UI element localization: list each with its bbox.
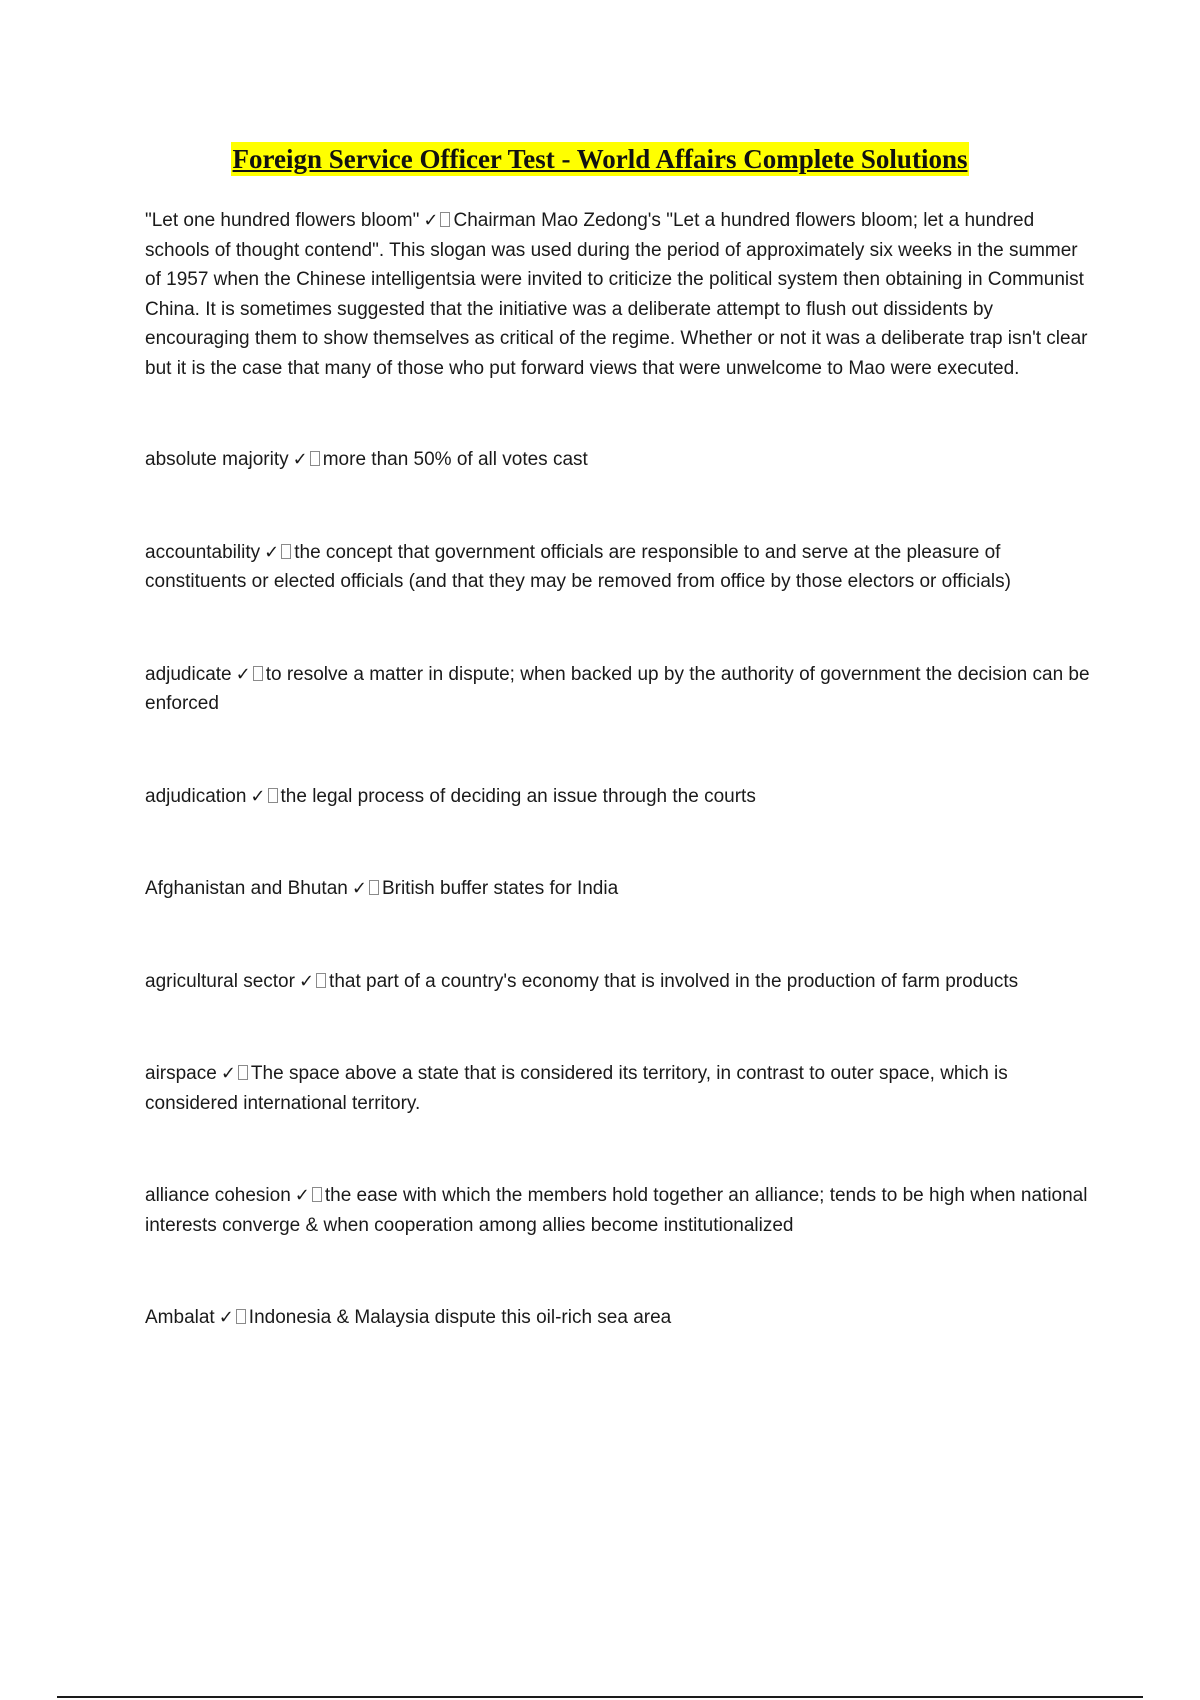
glossary-entry — [145, 782, 1090, 812]
box-glyph-icon — [440, 212, 450, 227]
check-icon: ✓ — [351, 878, 367, 899]
glossary-entry — [145, 206, 1090, 383]
glossary-entry — [145, 538, 1090, 597]
check-icon: ✓ — [292, 449, 308, 470]
entry-spacer — [145, 719, 1090, 782]
entry-term: airspace — [145, 1063, 217, 1084]
page-title: Foreign Service Officer Test - World Affairs Complete Solutions — [232, 144, 968, 174]
entry-definition: the legal process of deciding an issue through the courts — [280, 785, 756, 807]
box-glyph-icon — [312, 1187, 322, 1202]
box-glyph-icon — [310, 451, 320, 466]
entry-definition: more than 50% of all votes cast — [322, 449, 588, 470]
entry-spacer — [145, 1118, 1090, 1181]
check-icon: ✓ — [264, 541, 280, 563]
check-icon: ✓ — [298, 970, 315, 992]
check-icon: ✓ — [423, 210, 439, 231]
entry-definition: the ease with which the members hold together an alliance; tends to be high when national interests converge & when cooperation among allies become institutionalized — [145, 1185, 1088, 1236]
entry-spacer — [145, 1240, 1090, 1303]
glossary-entry — [145, 874, 1090, 904]
entry-definition: British buffer states for India — [381, 878, 619, 899]
glossary-entry — [145, 1303, 1090, 1333]
footer-divider — [57, 1696, 1143, 1698]
glossary-entry — [145, 1059, 1090, 1118]
check-icon: ✓ — [235, 663, 251, 685]
entry-spacer — [145, 811, 1090, 874]
check-icon: ✓ — [250, 785, 266, 807]
entry-spacer — [145, 904, 1090, 967]
glossary-entry — [145, 1181, 1090, 1240]
box-glyph-icon — [236, 1309, 246, 1324]
entry-definition: the concept that government officials are responsible to and serve at the pleasure of constituents or elected officials (and that they may be removed from office by those electors or officials) — [145, 541, 1011, 592]
entry-term: adjudicate — [145, 663, 232, 685]
glossary-entry — [145, 445, 1090, 475]
entry-definition: The space above a state that is considered its territory, in contrast to outer space, which is considered international territory. — [145, 1063, 1008, 1114]
glossary-entry — [145, 967, 1090, 997]
entry-term: accountability — [145, 541, 261, 563]
check-icon: ✓ — [294, 1185, 310, 1206]
check-icon: ✓ — [220, 1063, 236, 1084]
entry-term: alliance cohesion — [145, 1185, 291, 1206]
glossary-list — [145, 206, 1090, 1333]
entry-definition: to resolve a matter in dispute; when backed up by the authority of government the decision can be enforced — [145, 663, 1090, 714]
box-glyph-icon — [316, 973, 326, 988]
entry-term: Afghanistan and Bhutan — [145, 878, 348, 899]
box-glyph-icon — [238, 1065, 248, 1080]
box-glyph-icon — [281, 544, 291, 559]
entry-term: absolute majority — [145, 449, 289, 470]
entry-spacer — [145, 475, 1090, 538]
entry-definition: that part of a country's economy that is involved in the production of farm products — [329, 970, 1019, 992]
box-glyph-icon — [253, 666, 263, 681]
entry-term: Ambalat — [145, 1307, 215, 1328]
entry-term: "Let one hundred flowers bloom" — [145, 210, 420, 231]
box-glyph-icon — [268, 788, 278, 803]
entry-term: agricultural sector — [145, 970, 295, 992]
entry-definition: Chairman Mao Zedong's "Let a hundred flowers bloom; let a hundred schools of thought contend". This slogan was used during the period of approximately six weeks in the summer of 1957 when the Chinese intelligentsia were invited to criticize the political system then obtaining in Communist China. It is sometimes suggested that the initiative was a deliberate attempt to flush out dissidents by encouraging them to show themselves as critical of the regime. Whether or not it was a deliberate trap isn't clear but it is the case that many of those who put forward views that were unwelcome to Mao were executed. — [145, 210, 1088, 379]
check-icon: ✓ — [218, 1307, 234, 1328]
entry-spacer — [145, 996, 1090, 1059]
entry-spacer — [145, 383, 1090, 445]
entry-definition: Indonesia & Malaysia dispute this oil-rich sea area — [248, 1307, 672, 1328]
title-container — [0, 142, 1200, 176]
glossary-entry — [145, 660, 1090, 719]
box-glyph-icon — [369, 880, 379, 895]
entry-term: adjudication — [145, 785, 247, 807]
entry-spacer — [145, 597, 1090, 660]
